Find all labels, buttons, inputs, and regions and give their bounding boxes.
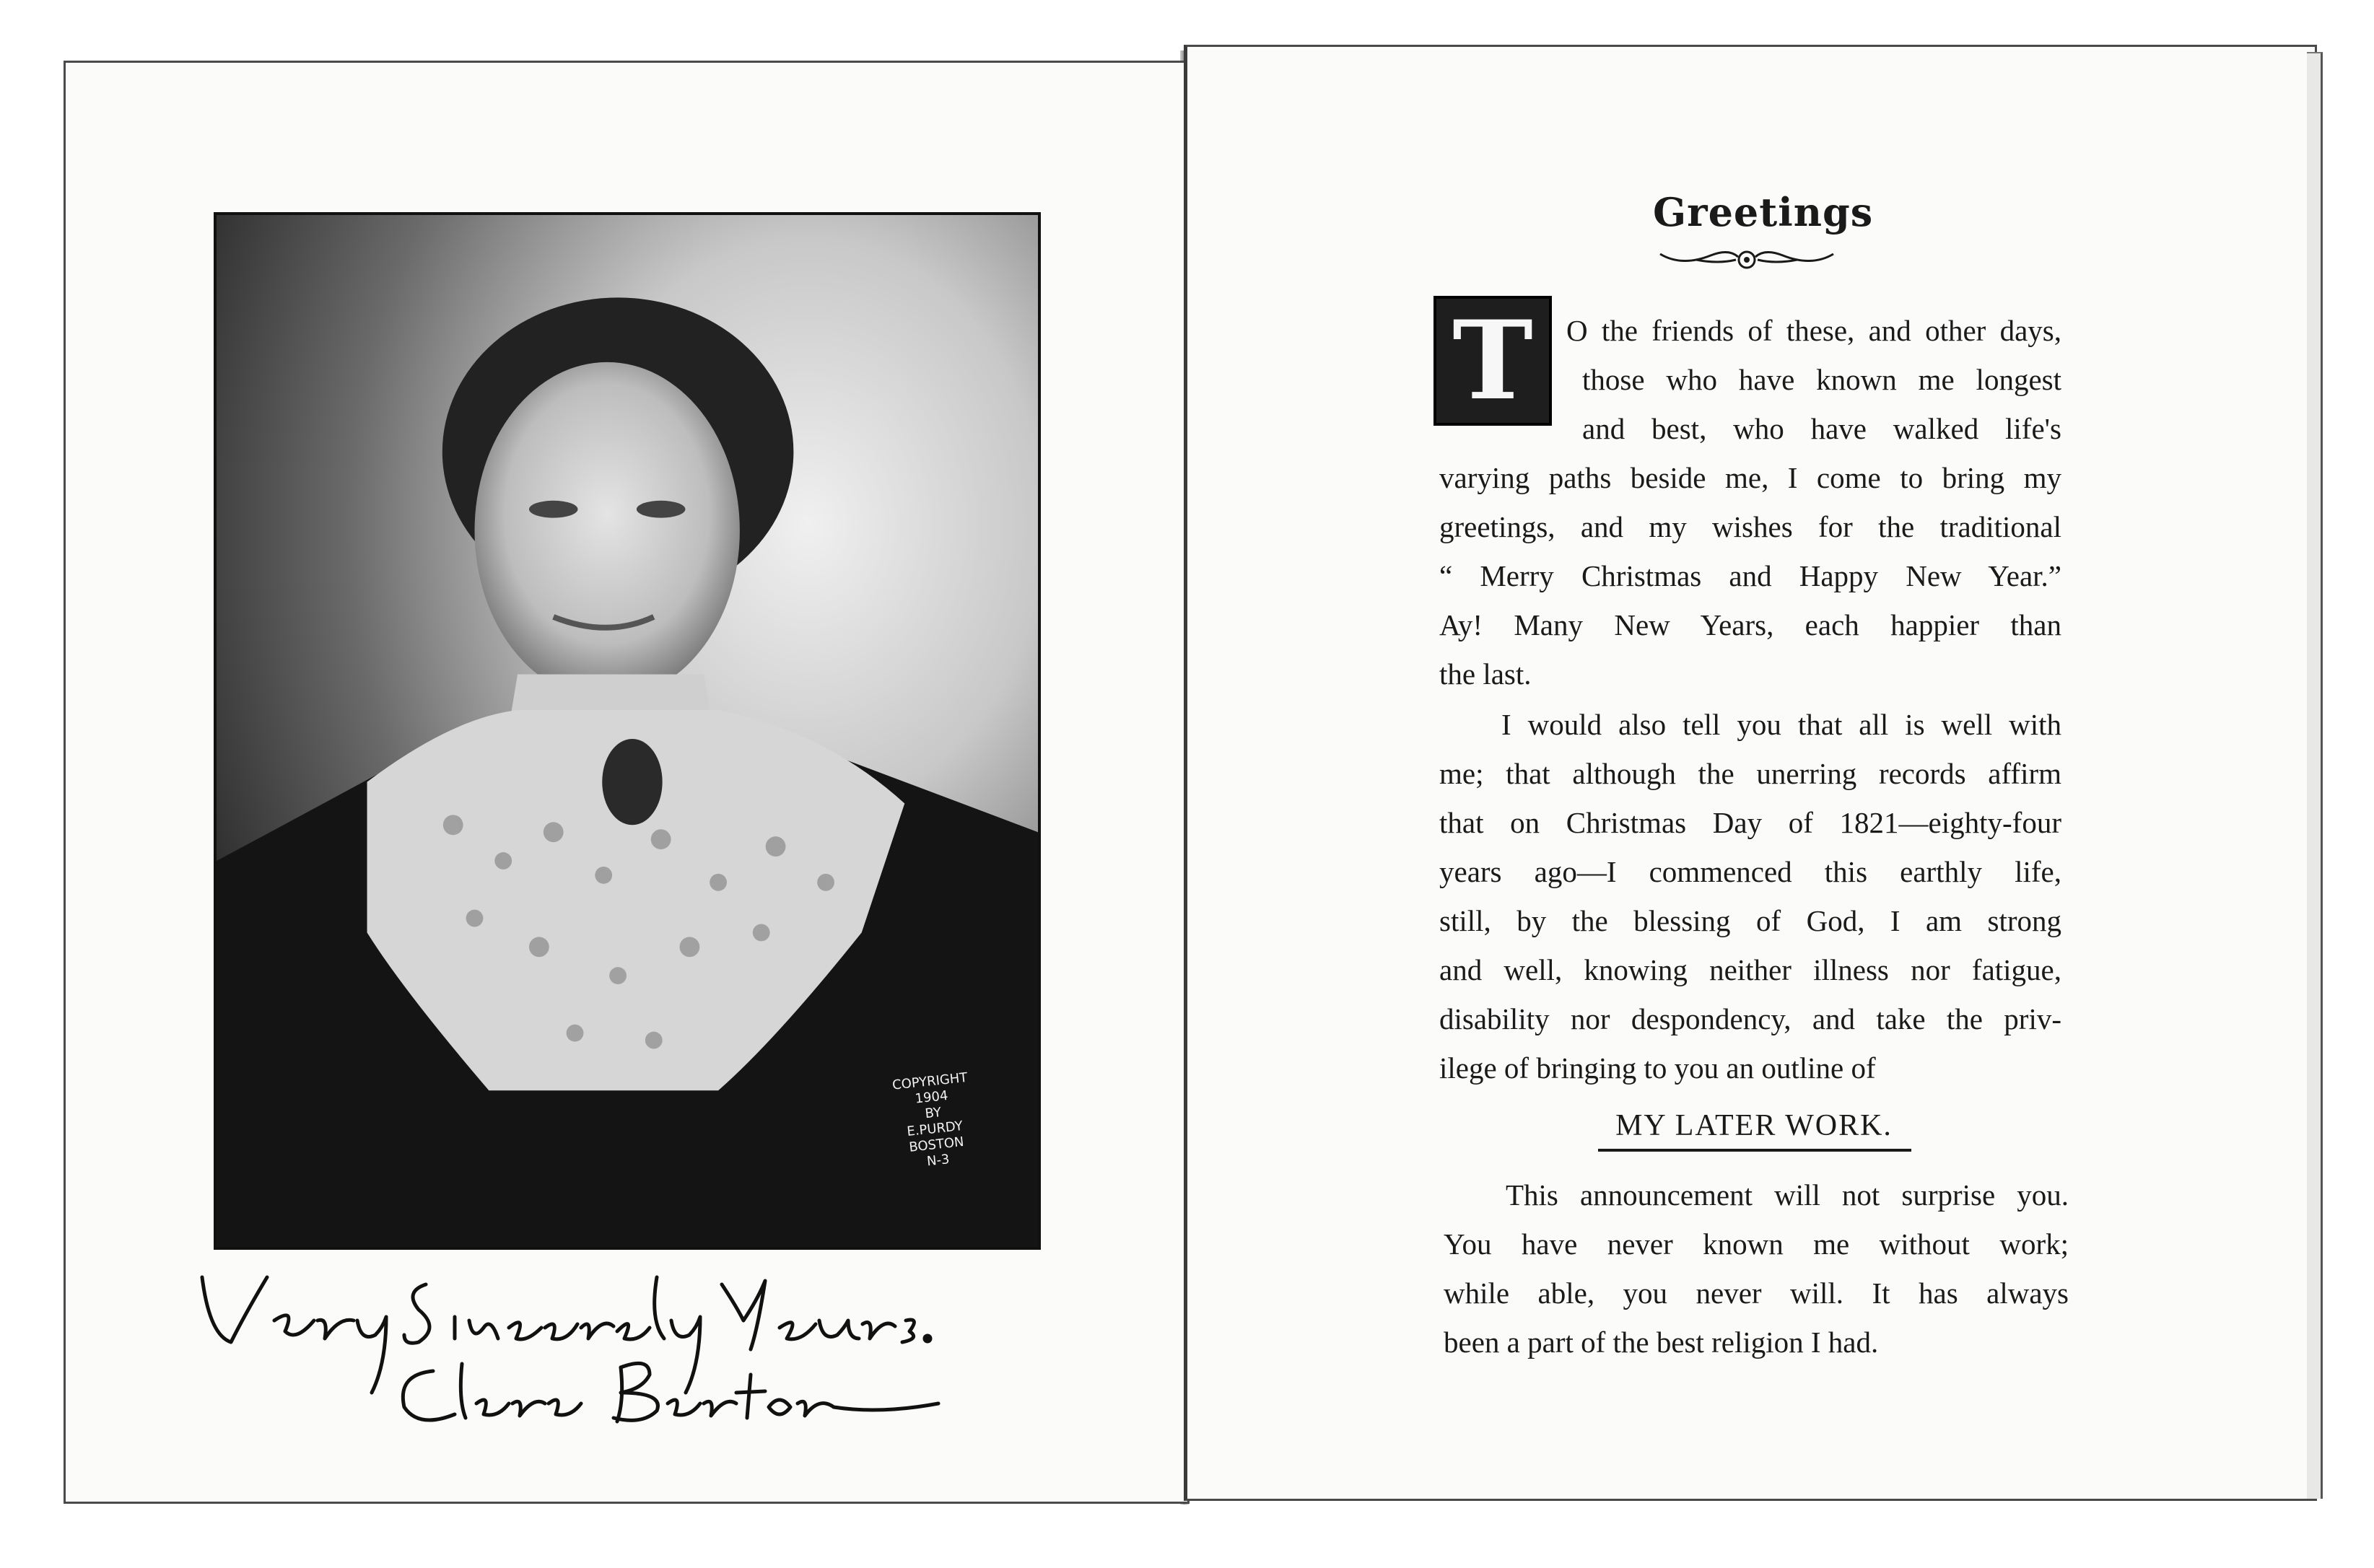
text-line: the last. bbox=[1439, 657, 1532, 691]
text-line: that on Christmas Day of 1821—eighty-four bbox=[1439, 806, 2061, 839]
text-line: greetings, and my wishes for the traditional bbox=[1439, 510, 2061, 543]
stamp-line: E.PURDY bbox=[906, 1118, 964, 1139]
page-edge bbox=[2307, 52, 2323, 1499]
page-title: Greetings bbox=[1653, 189, 1874, 235]
text-line: disability nor despondency, and take the priv- bbox=[1439, 1002, 2061, 1035]
section-heading-underline bbox=[1598, 1149, 1911, 1152]
text-line: been a part of the best religion I had. bbox=[1444, 1326, 1879, 1359]
text-line: You have never known me without work; bbox=[1444, 1227, 2069, 1261]
stamp-line: 1904 bbox=[914, 1087, 949, 1107]
title-ornament-icon bbox=[1653, 240, 1841, 276]
stamp-line: BOSTON bbox=[908, 1134, 965, 1155]
text-line: O the friends of these, and other days, bbox=[1566, 314, 2061, 347]
handwritten-signature bbox=[188, 1248, 1054, 1436]
text-line: still, by the blessing of God, I am strong bbox=[1439, 904, 2061, 937]
text-line: This announcement will not surprise you. bbox=[1506, 1178, 2069, 1212]
section-heading: MY LATER WORK. bbox=[1615, 1109, 1893, 1142]
text-line: and best, who have walked life's bbox=[1582, 412, 2061, 445]
stamp-line: COPYRIGHT bbox=[891, 1069, 969, 1093]
text-line: and well, knowing neither illness nor fatigue, bbox=[1439, 953, 2061, 986]
text-line: I would also tell you that all is well with bbox=[1501, 708, 2061, 741]
photo-copyright-stamp bbox=[876, 1069, 995, 1188]
text-line: while able, you never will. It has always bbox=[1444, 1276, 2069, 1310]
text-line: varying paths beside me, I come to bring my bbox=[1439, 461, 2061, 494]
drop-cap: T bbox=[1433, 296, 1552, 426]
text-line: those who have known me longest bbox=[1582, 363, 2061, 396]
stamp-line: N-3 bbox=[926, 1152, 951, 1170]
text-line: years ago—I commenced this earthly life, bbox=[1439, 855, 2061, 888]
text-line: ilege of bringing to you an outline of bbox=[1439, 1051, 1876, 1085]
text-line: me; that although the unerring records affirm bbox=[1439, 757, 2061, 790]
text-line: Ay! Many New Years, each happier than bbox=[1439, 608, 2061, 641]
text-line: “ Merry Christmas and Happy New Year.” bbox=[1439, 559, 2061, 592]
signature-drawing bbox=[188, 1248, 1054, 1436]
stamp-line: BY bbox=[924, 1105, 943, 1122]
